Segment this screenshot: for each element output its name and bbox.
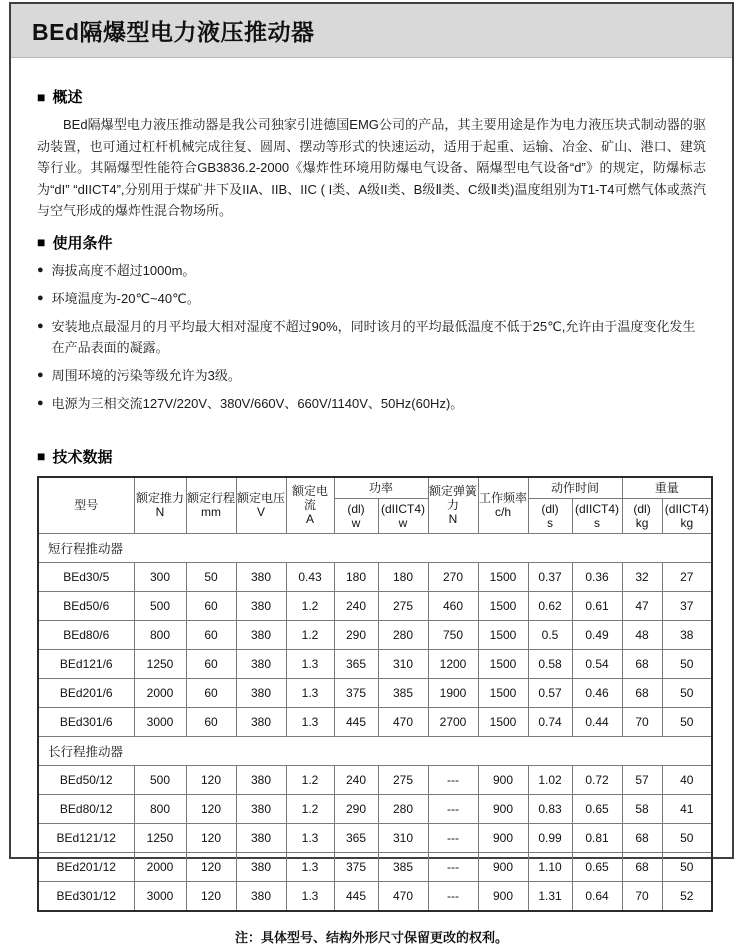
sub-label: (dl) (541, 501, 559, 516)
sub-label: (dIICT4) (664, 501, 709, 516)
value-cell: 50 (662, 678, 712, 707)
value-cell: 1200 (428, 649, 478, 678)
value-cell: 385 (378, 678, 428, 707)
header-stroke (186, 477, 236, 534)
header-model (38, 477, 134, 534)
value-cell: 120 (186, 765, 236, 794)
square-marker-icon: ■ (37, 234, 46, 250)
header-weight-dl (622, 498, 662, 533)
sub-label: (dIICT4) (575, 501, 620, 516)
bullet-icon: ● (37, 263, 44, 276)
value-cell: 365 (334, 649, 378, 678)
value-cell: 900 (478, 852, 528, 881)
value-cell: 275 (378, 591, 428, 620)
value-cell: 52 (662, 881, 712, 911)
value-cell: 50 (662, 852, 712, 881)
value-cell: 50 (662, 823, 712, 852)
condition-item (37, 288, 706, 309)
header-frequency-label: 工作频率 (479, 491, 528, 505)
value-cell: 1.02 (528, 765, 572, 794)
model-cell: BEd80/6 (38, 620, 134, 649)
model-cell: BEd301/6 (38, 707, 134, 736)
table-row (38, 678, 712, 707)
value-cell: 380 (236, 707, 286, 736)
header-stroke-label: 额定行程 (186, 491, 235, 505)
value-cell: 380 (236, 562, 286, 591)
value-cell: 1.2 (286, 794, 334, 823)
sub-unit: s (547, 515, 554, 530)
value-cell: 1500 (478, 707, 528, 736)
value-cell: 1.2 (286, 591, 334, 620)
value-cell: 0.61 (572, 591, 622, 620)
header-voltage-label: 额定电压 (236, 491, 285, 505)
header-power-group (334, 477, 428, 499)
value-cell: 240 (334, 765, 378, 794)
header-spring-unit: N (448, 512, 458, 526)
header-current (286, 477, 334, 534)
model-cell: BEd80/12 (38, 794, 134, 823)
condition-text: 安装地点最湿月的月平均最大相对湿度不超过90%，同时该月的平均最低温度不低于25℃,允许由于温度变化发生在产品表面的凝露。 (51, 318, 696, 355)
table-row (38, 707, 712, 736)
value-cell: 68 (622, 649, 662, 678)
value-cell: 0.99 (528, 823, 572, 852)
overview-heading (37, 86, 706, 107)
tech-table-body (38, 533, 712, 911)
value-cell: 58 (622, 794, 662, 823)
overview-paragraph: BEd隔爆型电力液压推动器是我公司独家引进德国EMG公司的产品，其主要用途是作为电力液压块式制动器的驱动装置，也可通过杠杆机械完成往复、圆周、摆动等形式的快速运动，适用于起重、运输、冶金、矿山、港口、建筑等行业。其隔爆型性能符合GB3836.2-2000《爆炸性环境用防爆电气设备、隔爆型电气设备“d”》的规定，防爆标志为“dI” “dIICT4”,分别用于煤矿井下及IIA、IIB、IIC ( I类、A级II类、B级Ⅱ类、C级Ⅱ类)温度组别为T1-T4可燃气体或蒸汽与空气形成的爆炸性混合物场所。 (37, 117, 706, 218)
header-thrust (134, 477, 186, 534)
value-cell: --- (428, 765, 478, 794)
value-cell: 60 (186, 707, 236, 736)
value-cell: 0.43 (286, 562, 334, 591)
value-cell: 0.83 (528, 794, 572, 823)
value-cell: 60 (186, 591, 236, 620)
value-cell: 750 (428, 620, 478, 649)
value-cell: 380 (236, 881, 286, 911)
header-current-unit: A (305, 512, 314, 526)
tech-heading-label: 技术数据 (52, 448, 113, 466)
model-cell: BEd121/12 (38, 823, 134, 852)
title-bar (11, 4, 732, 58)
value-cell: 445 (334, 707, 378, 736)
value-cell: 57 (622, 765, 662, 794)
page-frame (9, 2, 734, 945)
value-cell: 1.3 (286, 881, 334, 911)
sub-label: (dIICT4) (381, 501, 426, 516)
content-area (11, 86, 732, 946)
sub-label: (dl) (633, 501, 651, 516)
sub-label: (dl) (347, 501, 365, 516)
table-section-row (38, 736, 712, 765)
conditions-heading (37, 232, 706, 253)
header-time-diict4 (572, 498, 622, 533)
header-frequency (478, 477, 528, 534)
value-cell: 180 (378, 562, 428, 591)
sub-unit: kg (635, 515, 649, 530)
model-cell: BEd30/5 (38, 562, 134, 591)
value-cell: 470 (378, 707, 428, 736)
value-cell: 1500 (478, 591, 528, 620)
value-cell: --- (428, 881, 478, 911)
value-cell: 120 (186, 881, 236, 911)
value-cell: 1500 (478, 649, 528, 678)
table-row (38, 852, 712, 881)
bullet-icon: ● (37, 368, 44, 381)
value-cell: 60 (186, 678, 236, 707)
value-cell: 1.2 (286, 620, 334, 649)
square-marker-icon: ■ (37, 88, 46, 105)
note-text: 注：具体型号、结构外形尺寸保留更改的权利。 (234, 929, 508, 945)
bullet-icon: ● (37, 291, 44, 304)
model-cell: BEd121/6 (38, 649, 134, 678)
value-cell: 310 (378, 649, 428, 678)
value-cell: 0.74 (528, 707, 572, 736)
sub-unit: s (594, 515, 601, 530)
header-power-label: 功率 (369, 480, 394, 495)
table-section-label: 短行程推动器 (38, 533, 712, 562)
conditions-list (37, 260, 706, 414)
value-cell: 1500 (478, 562, 528, 591)
value-cell: 280 (378, 620, 428, 649)
value-cell: 380 (236, 794, 286, 823)
overview-heading-label: 概述 (52, 89, 83, 106)
model-cell: BEd50/6 (38, 591, 134, 620)
value-cell: 380 (236, 620, 286, 649)
value-cell: --- (428, 852, 478, 881)
value-cell: 60 (186, 649, 236, 678)
value-cell: 180 (334, 562, 378, 591)
sub-unit: w (398, 515, 408, 530)
header-voltage-unit: V (256, 505, 265, 519)
header-time-label: 动作时间 (551, 480, 600, 495)
condition-text: 周围环境的污染等级允许为3级。 (51, 367, 241, 383)
table-row (38, 562, 712, 591)
header-weight-group (622, 477, 712, 499)
sub-unit: w (351, 515, 361, 530)
value-cell: 68 (622, 852, 662, 881)
value-cell: 460 (428, 591, 478, 620)
value-cell: 70 (622, 881, 662, 911)
header-stroke-unit: mm (201, 505, 221, 519)
condition-item (37, 260, 706, 281)
header-power-diict4 (378, 498, 428, 533)
value-cell: 0.81 (572, 823, 622, 852)
value-cell: 380 (236, 678, 286, 707)
value-cell: 290 (334, 620, 378, 649)
value-cell: 470 (378, 881, 428, 911)
header-spring (428, 477, 478, 534)
value-cell: 60 (186, 620, 236, 649)
value-cell: 275 (378, 765, 428, 794)
value-cell: 1.3 (286, 707, 334, 736)
value-cell: 375 (334, 678, 378, 707)
value-cell: 68 (622, 678, 662, 707)
value-cell: 1250 (134, 823, 186, 852)
value-cell: 3000 (134, 707, 186, 736)
value-cell: 70 (622, 707, 662, 736)
value-cell: 2000 (134, 678, 186, 707)
value-cell: 380 (236, 649, 286, 678)
value-cell: 1500 (478, 620, 528, 649)
value-cell: 120 (186, 823, 236, 852)
value-cell: 445 (334, 881, 378, 911)
header-time-group (528, 477, 622, 499)
table-row (38, 823, 712, 852)
value-cell: 380 (236, 823, 286, 852)
model-cell: BEd201/6 (38, 678, 134, 707)
table-row (38, 591, 712, 620)
value-cell: 3000 (134, 881, 186, 911)
value-cell: 270 (428, 562, 478, 591)
value-cell: 0.36 (572, 562, 622, 591)
page-title: BEd隔爆型电力液压推动器 (32, 19, 315, 45)
value-cell: 380 (236, 765, 286, 794)
table-row (38, 620, 712, 649)
header-time-dl (528, 498, 572, 533)
value-cell: 1500 (478, 678, 528, 707)
value-cell: 0.72 (572, 765, 622, 794)
condition-text: 海拔高度不超过1000m。 (51, 262, 196, 278)
value-cell: 0.62 (528, 591, 572, 620)
value-cell: 50 (186, 562, 236, 591)
value-cell: 0.58 (528, 649, 572, 678)
value-cell: 27 (662, 562, 712, 591)
value-cell: 900 (478, 794, 528, 823)
value-cell: 1.3 (286, 649, 334, 678)
value-cell: 800 (134, 794, 186, 823)
value-cell: 1.3 (286, 823, 334, 852)
header-voltage (236, 477, 286, 534)
condition-item (37, 393, 706, 414)
value-cell: 1.2 (286, 765, 334, 794)
value-cell: 0.65 (572, 794, 622, 823)
value-cell: 40 (662, 765, 712, 794)
value-cell: 0.54 (572, 649, 622, 678)
value-cell: 1.3 (286, 678, 334, 707)
value-cell: 280 (378, 794, 428, 823)
value-cell: 300 (134, 562, 186, 591)
value-cell: 0.37 (528, 562, 572, 591)
value-cell: 37 (662, 591, 712, 620)
square-marker-icon: ■ (37, 448, 46, 464)
value-cell: 48 (622, 620, 662, 649)
value-cell: 900 (478, 765, 528, 794)
value-cell: 0.46 (572, 678, 622, 707)
header-frequency-unit: c/h (495, 505, 512, 519)
value-cell: 500 (134, 765, 186, 794)
value-cell: 365 (334, 823, 378, 852)
table-row (38, 881, 712, 911)
value-cell: 385 (378, 852, 428, 881)
condition-item (37, 365, 706, 386)
model-cell: BEd301/12 (38, 881, 134, 911)
value-cell: 310 (378, 823, 428, 852)
value-cell: 1.3 (286, 852, 334, 881)
value-cell: 800 (134, 620, 186, 649)
header-weight-diict4 (662, 498, 712, 533)
value-cell: 0.64 (572, 881, 622, 911)
condition-text: 电源为三相交流127V/220V、380V/660V、660V/1140V、50Hz(60Hz)。 (51, 395, 464, 411)
conditions-heading-label: 使用条件 (52, 234, 113, 252)
bullet-icon: ● (37, 396, 44, 409)
value-cell: 0.5 (528, 620, 572, 649)
value-cell: 2000 (134, 852, 186, 881)
value-cell: 0.57 (528, 678, 572, 707)
value-cell: 500 (134, 591, 186, 620)
header-thrust-unit: N (155, 505, 165, 519)
bullet-icon: ● (37, 319, 44, 332)
table-section-label: 长行程推动器 (38, 736, 712, 765)
value-cell: 375 (334, 852, 378, 881)
header-thrust-label: 额定推力 (135, 491, 184, 505)
table-row (38, 794, 712, 823)
value-cell: 0.65 (572, 852, 622, 881)
value-cell: 1.10 (528, 852, 572, 881)
table-section-row (38, 533, 712, 562)
header-spring-label: 额定弹簧力 (429, 484, 478, 512)
sub-unit: kg (680, 515, 694, 530)
value-cell: 32 (622, 562, 662, 591)
value-cell: 1900 (428, 678, 478, 707)
value-cell: 0.49 (572, 620, 622, 649)
value-cell: 900 (478, 823, 528, 852)
condition-item (37, 316, 706, 358)
condition-text: 环境温度为-20℃~40℃。 (51, 290, 200, 306)
value-cell: 38 (662, 620, 712, 649)
header-current-label: 额定电流 (291, 484, 328, 512)
value-cell: 41 (662, 794, 712, 823)
value-cell: 900 (478, 881, 528, 911)
value-cell: 2700 (428, 707, 478, 736)
table-row (38, 649, 712, 678)
value-cell: 0.44 (572, 707, 622, 736)
value-cell: 240 (334, 591, 378, 620)
value-cell: 380 (236, 591, 286, 620)
header-power-dl (334, 498, 378, 533)
tech-heading (37, 446, 706, 467)
value-cell: 68 (622, 823, 662, 852)
value-cell: 380 (236, 852, 286, 881)
value-cell: --- (428, 823, 478, 852)
tech-data-table (37, 476, 713, 912)
value-cell: --- (428, 794, 478, 823)
header-weight-label: 重量 (654, 480, 679, 495)
value-cell: 50 (662, 707, 712, 736)
model-cell: BEd201/12 (38, 852, 134, 881)
value-cell: 1.31 (528, 881, 572, 911)
value-cell: 120 (186, 794, 236, 823)
value-cell: 1250 (134, 649, 186, 678)
value-cell: 290 (334, 794, 378, 823)
value-cell: 47 (622, 591, 662, 620)
header-model-label: 型号 (74, 498, 99, 512)
value-cell: 120 (186, 852, 236, 881)
model-cell: BEd50/12 (38, 765, 134, 794)
table-row (38, 765, 712, 794)
value-cell: 50 (662, 649, 712, 678)
